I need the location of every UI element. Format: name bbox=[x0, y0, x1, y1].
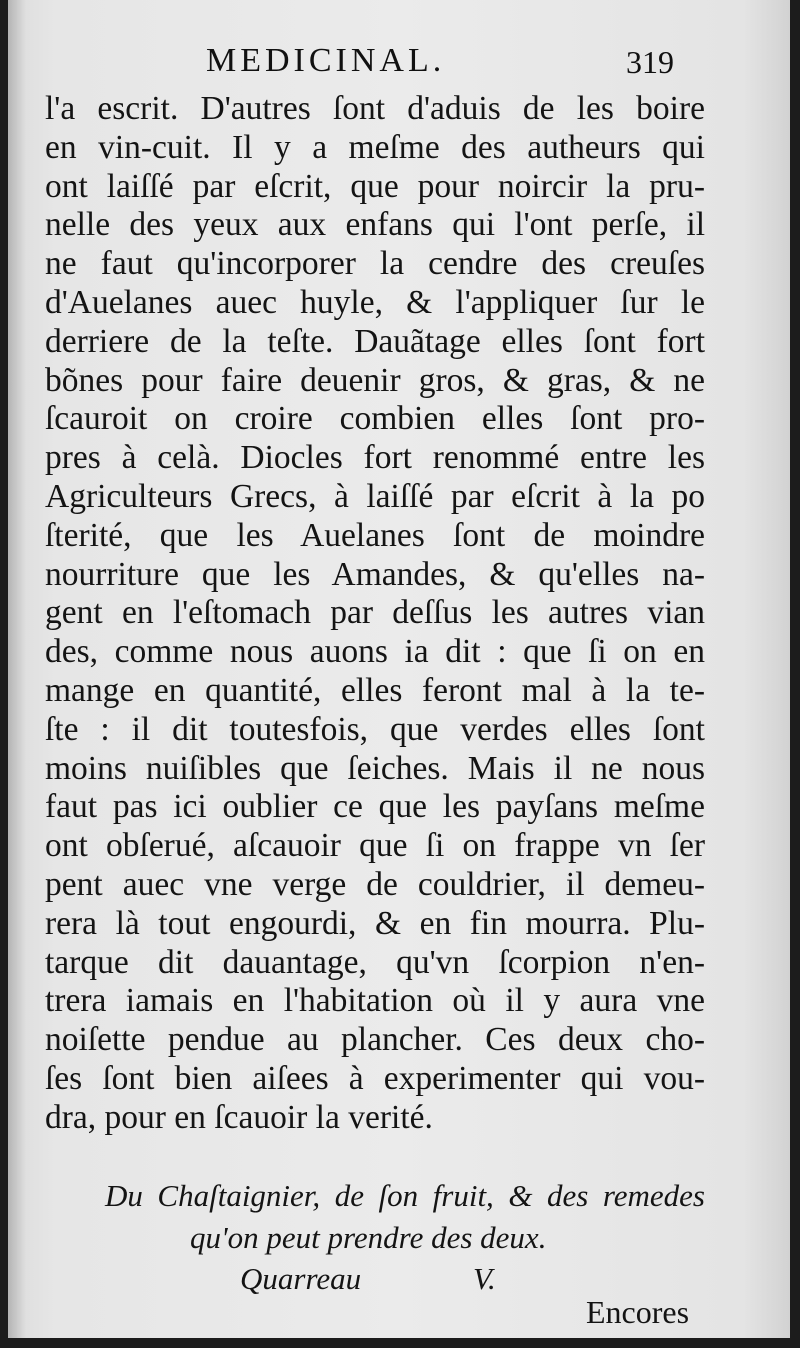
section-marker-number: V. bbox=[473, 1261, 496, 1296]
text-line: ont laiſſé par eſcrit, que pour noircir la pru- bbox=[45, 167, 705, 205]
text-line: ne faut qu'incorporer la cendre des creuſes bbox=[45, 245, 705, 283]
text-line: d'Auelanes auec huyle, & l'appliquer ſur le bbox=[45, 283, 705, 321]
text-line: ſcauroit on croire combien elles ſont pro- bbox=[45, 400, 705, 438]
text-line: ſterité, que les Auelanes ſont de moindre bbox=[45, 516, 705, 554]
text-line: dra, pour en ſcauoir la verité. bbox=[45, 1098, 433, 1136]
text-line: derriere de la teſte. Dauãtage elles ſont fort bbox=[45, 322, 705, 360]
running-title: MEDICINAL. bbox=[206, 42, 446, 79]
text-line: tarque dit dauantage, qu'vn ſcorpion n'en- bbox=[45, 943, 705, 981]
body-text bbox=[45, 90, 705, 1138]
book-page bbox=[8, 0, 790, 1338]
chapter-heading-line-1: Du Chaſtaignier, de ſon fruit, & des remedes bbox=[105, 1178, 705, 1213]
text-line: gent en l'eſtomach par deſſus les autres vian bbox=[45, 594, 705, 632]
text-line: des, comme nous auons ia dit : que ſi on en bbox=[45, 633, 705, 671]
gutter-shadow bbox=[8, 0, 26, 1338]
text-line: rera là tout engourdi, & en fin mourra. Plu- bbox=[45, 904, 705, 942]
text-line: moins nuiſibles que ſeiches. Mais il ne nous bbox=[45, 749, 705, 787]
text-line: nelle des yeux aux enfans qui l'ont perſe, il bbox=[45, 206, 705, 244]
page-number: 319 bbox=[626, 44, 674, 80]
catchword: Encores bbox=[586, 1294, 690, 1330]
chapter-heading-line-2: qu'on peut prendre des deux. bbox=[190, 1220, 547, 1255]
section-marker-label: Quarreau bbox=[240, 1261, 362, 1296]
text-line: pent auec vne verge de couldrier, il demeu- bbox=[45, 865, 705, 903]
text-line: nourriture que les Amandes, & qu'elles na- bbox=[45, 555, 705, 593]
text-line: en vin-cuit. Il y a meſme des autheurs qui bbox=[45, 128, 705, 166]
text-line: ſte : il dit toutesfois, que verdes elles ſont bbox=[45, 710, 705, 748]
text-line: Agriculteurs Grecs, à laiſſé par eſcrit à la po bbox=[45, 477, 705, 515]
text-line: mange en quantité, elles feront mal à la te- bbox=[45, 671, 705, 709]
running-head bbox=[8, 42, 790, 92]
text-line: ſes ſont bien aiſees à experimenter qui vou- bbox=[45, 1059, 705, 1097]
text-line: trera iamais en l'habitation où il y aura vne bbox=[45, 982, 705, 1020]
text-line: l'a escrit. D'autres ſont d'aduis de les boire bbox=[45, 90, 705, 127]
text-line: ont obſerué, aſcauoir que ſi on frappe vn ſer bbox=[45, 827, 705, 865]
text-line: faut pas ici oublier ce que les payſans meſme bbox=[45, 788, 705, 826]
text-line: bõnes pour faire deuenir gros, & gras, & ne bbox=[45, 361, 705, 399]
text-line: pres à celà. Diocles fort renommé entre les bbox=[45, 439, 705, 477]
text-line: noiſette pendue au plancher. Ces deux cho- bbox=[45, 1021, 705, 1059]
